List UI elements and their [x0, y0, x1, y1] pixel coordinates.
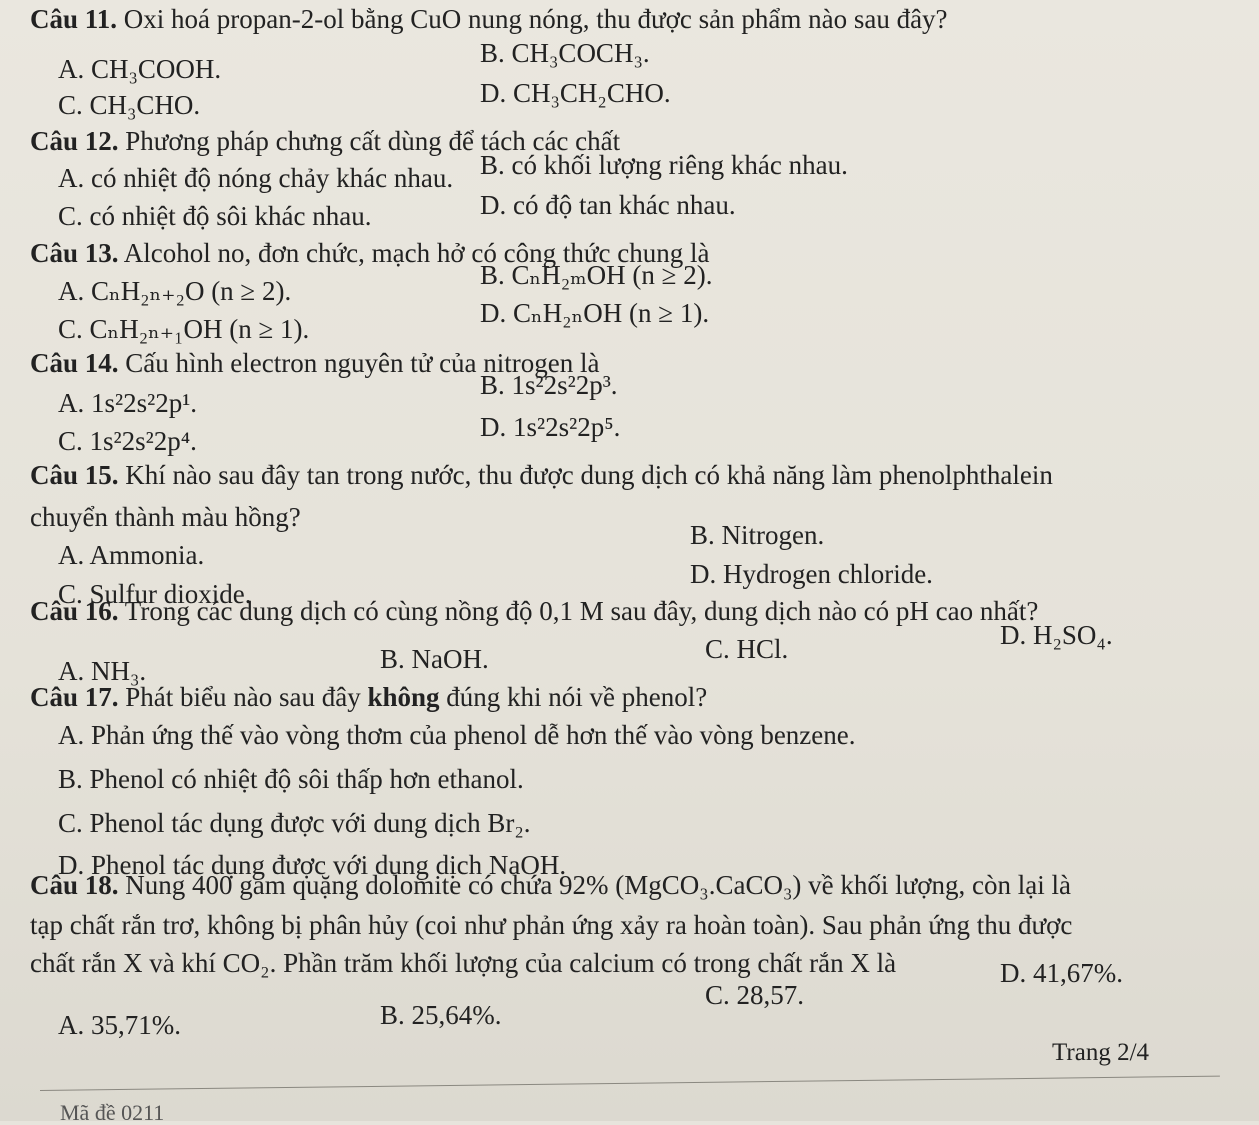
q14-option-d: D. 1s²2s²2p⁵. — [480, 412, 621, 442]
question-14-text: Cấu hình electron nguyên tử của nitrogen là — [125, 348, 600, 378]
q11-option-b: B. CH₃COCH₃. — [480, 38, 650, 68]
question-17-text-start: Phát biểu nào sau đây — [125, 682, 368, 712]
question-18-text-line3: chất rắn X và khí CO₂. Phần trăm khối lượng của calcium có trong chất rắn X là — [30, 948, 897, 978]
q17-option-a: A. Phản ứng thế vào vòng thơm của phenol dễ hơn thế vào vòng benzene. — [58, 720, 856, 750]
question-16-text: Trong các dung dịch có cùng nồng độ 0,1 M sau đây, dung dịch nào có pH cao nhất? — [124, 596, 1039, 626]
q16-option-b: B. NaOH. — [380, 644, 489, 674]
question-17 — [30, 684, 707, 711]
question-16-number: Câu 16. — [30, 596, 119, 626]
q16-option-d: D. H₂SO₄. — [1000, 620, 1113, 650]
q15-option-d: D. Hydrogen chloride. — [690, 559, 933, 589]
q12-option-a: A. có nhiệt độ nóng chảy khác nhau. — [58, 163, 454, 193]
question-15 — [30, 462, 1053, 489]
q18-option-c: C. 28,57. — [705, 980, 805, 1010]
q12-option-b: B. có khối lượng riêng khác nhau. — [480, 150, 848, 180]
question-15-text-line2: chuyển thành màu hồng? — [30, 502, 301, 532]
question-11-number: Câu 11. — [30, 4, 118, 34]
question-15-text: Khí nào sau đây tan trong nước, thu được dung dịch có khả năng làm phenolphthalein — [125, 460, 1053, 490]
question-18-number: Câu 18. — [30, 870, 119, 900]
page-number: Trang 2/4 — [1052, 1039, 1150, 1066]
q13-option-b: B. CₙH₂ₘOH (n ≥ 2). — [480, 260, 713, 290]
question-15-number: Câu 15. — [30, 460, 119, 490]
q17-option-d: D. Phenol tác dụng được với dung dịch NaOH. — [58, 850, 567, 880]
q18-option-d: D. 41,67%. — [1000, 958, 1123, 988]
question-11-text: Oxi hoá propan-2-ol bằng CuO nung nóng, thu được sản phẩm nào sau đây? — [123, 4, 948, 34]
q12-option-d: D. có độ tan khác nhau. — [480, 190, 736, 220]
q14-option-c: C. 1s²2s²2p⁴. — [58, 426, 197, 456]
question-16 — [30, 598, 1038, 625]
question-17-text-end: đúng khi nói về phenol? — [439, 682, 708, 712]
question-18-text-line2: tạp chất rắn trơ, không bị phân hủy (coi như phản ứng xảy ra hoàn toàn). Sau phản ứng thu được — [30, 910, 1073, 940]
q13-option-d: D. CₙH₂ₙOH (n ≥ 1). — [480, 298, 710, 328]
question-12-number: Câu 12. — [30, 126, 119, 156]
q15-option-a: A. Ammonia. — [58, 540, 205, 570]
q11-option-c: C. CH₃CHO. — [58, 90, 201, 120]
question-17-emphasis: không — [367, 682, 440, 712]
q15-option-b: B. Nitrogen. — [690, 520, 825, 550]
question-18-text: Nung 400 gam quặng dolomite có chứa 92% (MgCO₃.CaCO₃) về khối lượng, còn lại là — [125, 870, 1071, 900]
q14-option-a: A. 1s²2s²2p¹. — [58, 388, 198, 418]
q13-option-c: C. CₙH₂ₙ₊₁OH (n ≥ 1). — [58, 314, 310, 344]
question-17-number: Câu 17. — [30, 682, 119, 712]
question-13-number: Câu 13. — [30, 238, 119, 268]
q12-option-c: C. có nhiệt độ sôi khác nhau. — [58, 201, 372, 231]
q18-option-a: A. 35,71%. — [58, 1010, 181, 1040]
q16-option-c: C. HCl. — [705, 634, 789, 664]
q13-option-a: A. CₙH₂ₙ₊₂O (n ≥ 2). — [58, 276, 292, 306]
q17-option-b: B. Phenol có nhiệt độ sôi thấp hơn ethanol. — [58, 764, 524, 794]
question-13-text: Alcohol no, đơn chức, mạch hở có công thức chung là — [123, 238, 710, 268]
q11-option-d: D. CH₃CH₂CHO. — [480, 78, 671, 108]
q16-option-a: A. NH₃. — [58, 656, 147, 686]
footer-divider — [40, 1076, 1220, 1091]
exam-code: Mã đề 0211 — [60, 1100, 165, 1125]
q18-option-b: B. 25,64%. — [380, 1000, 502, 1030]
question-18 — [30, 872, 1071, 899]
question-11 — [30, 6, 948, 33]
question-12-text: Phương pháp chưng cất dùng để tách các chất — [125, 126, 621, 156]
q11-option-a: A. CH₃COOH. — [58, 54, 222, 84]
q17-option-c: C. Phenol tác dụng được với dung dịch Br₂. — [58, 808, 531, 838]
q15-option-c: C. Sulfur dioxide. — [58, 579, 252, 609]
q14-option-b: B. 1s²2s²2p³. — [480, 370, 618, 400]
question-14-number: Câu 14. — [30, 348, 119, 378]
